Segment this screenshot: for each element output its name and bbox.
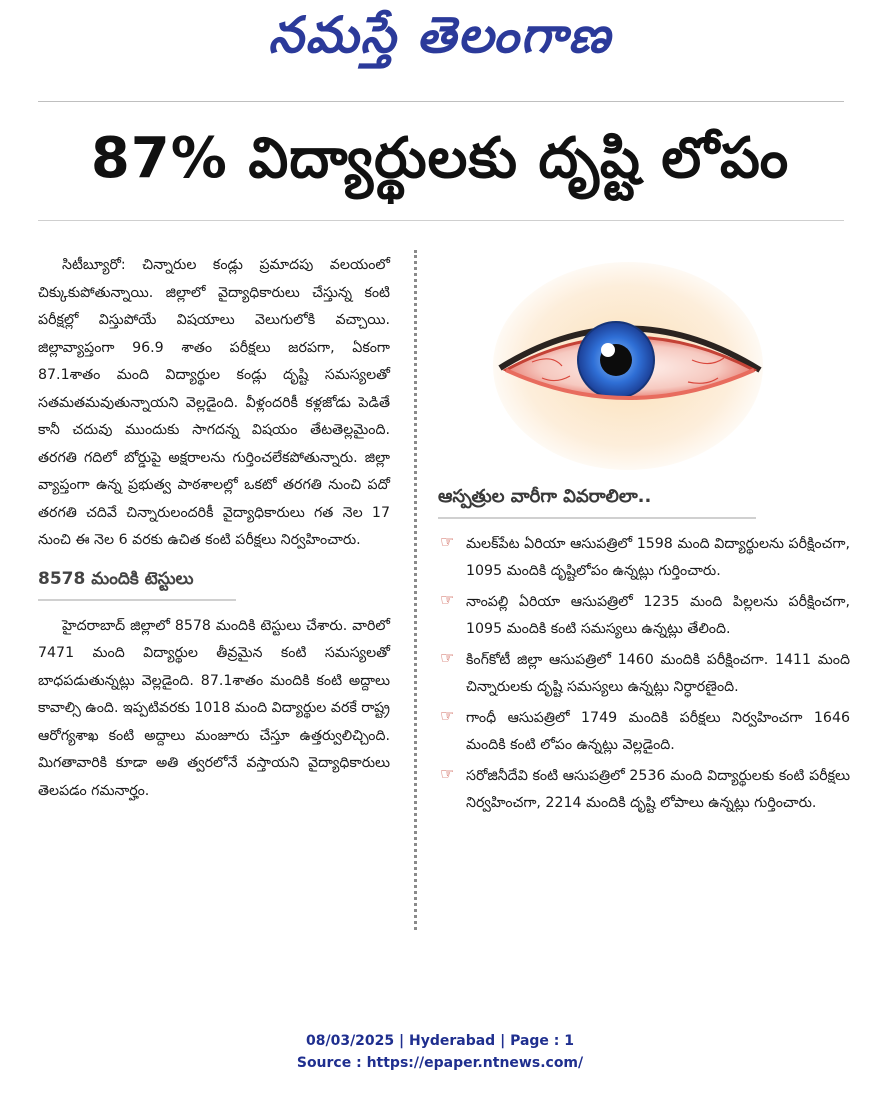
subheading-underline [38,599,236,601]
footer-date-line: 08/03/2025 | Hyderabad | Page : 1 [305,1033,575,1049]
tests-paragraph: హైదరాబాద్ జిల్లాలో 8578 మందికి టెస్టులు చేశారు. వారిలో 7471 మంది విద్యార్థుల తీవ్రమైన కంటి సమస్యలతో బాధపడుతున్నట్లు వెల్లడైంది. 87.1శాతం మందికి కంటి అద్దాలు కావాల్సి ఉంది. ఇప్పటివరకు 1018 మంది విద్యార్థుల వరకే రాష్ట్ర ఆరోగ్యశాఖ కంటి అద్దాలు మంజూరు చేస్తూ ఉత్తర్వులిచ్చింది. మిగతావారికి కూడా అతి త్వరలోనే వస్తాయని వైద్యాధికారులు తెలపడం గమనార్హం. [38,617,390,799]
list-item-text: మలక్‌పేట ఏరియా ఆసుపత్రిలో 1598 మంది విద్యార్థులను పరీక్షించగా, 1095 మందికి దృష్టిలోపం ఉన్నట్లు గుర్తించారు. [466,536,850,579]
intro-paragraph: సిటీబ్యూరో: చిన్నారుల కండ్లు ప్రమాదపు వలయంలో చిక్కుకుపోతున్నాయి. జిల్లాలో వైద్యాధికారులు చేస్తున్న కంటి పరీక్షల్లో విస్తుపోయే విషయాలు వెలుగులోకి వచ్చాయి. జిల్లావ్యాప్తంగా 96.9 శాతం పరీక్షలు జరపగా, ఏకంగా 87.1శాతం మంది విద్యార్థుల కండ్లు దృష్టి సమస్యలతో సతమతమవుతున్నాయని వెల్లడైంది. వీళ్లందరికీ కళ్లజోడు పెడితే కానీ చదువు ముందుకు సాగదన్న విషయం తేటతెల్లమైంది. తరగతి గదిలో బోర్డుపై అక్షరాలను గుర్తించలేకపోతున్నారు. జిల్లా వ్యాప్తంగా ఉన్న ప్రభుత్వ పాఠశాలల్లో ఒకటో తరగతి నుంచి పదో తరగతి చదివే చిన్నారులందరికీ వైద్యాధికారులు గత నెల 17 నుంచి ఈ నెల 6 వరకు ఉచిత కంటి పరీక్షలు నిర్వహించారు. [38,257,390,548]
masthead-logo: నమస్తే తెలంగాణ [268,6,612,64]
left-column [38,252,390,805]
pointing-hand-icon: ☞ [440,532,455,551]
pointing-hand-icon: ☞ [440,764,455,783]
list-item [438,763,850,817]
list-item-text: కింగ్‌కోటీ జిల్లా ఆసుపత్రిలో 1460 మందికి పరీక్షించగా. 1411 మంది చిన్నారులకు దృష్టి సమస్యలు ఉన్నట్లు నిర్ధారణైంది. [466,652,850,695]
list-item [438,647,850,701]
column-divider [414,250,417,930]
masthead-divider [38,101,844,102]
right-column [438,486,850,821]
article-headline: 87% విద్యార్థులకు దృష్టి లోపం [90,126,790,191]
list-item-text: గాంధీ ఆసుపత్రిలో 1749 మందికి పరీక్షలు నిర్వహించగా 1646 మందికి కంటి లోపం ఉన్నట్లు వెల్లడైంది. [466,710,850,753]
list-item [438,531,850,585]
list-item [438,589,850,643]
hospital-heading-underline [438,517,756,519]
page-footer [0,1030,880,1074]
subheading-tests: 8578 మందికి టెస్టులు [38,568,194,589]
pointing-hand-icon: ☞ [440,590,455,609]
red-eye-illustration [492,258,764,470]
pointing-hand-icon: ☞ [440,648,455,667]
hospital-wise-heading: ఆస్పత్రుల వారీగా వివరాలిలా.. [438,486,652,507]
headline-divider [38,220,844,221]
list-item-text: నాంపల్లి ఏరియా ఆసుపత్రిలో 1235 మంది పిల్లలను పరీక్షించగా, 1095 మందికి కంటి సమస్యలు ఉన్నట్లు తేలింది. [466,594,850,637]
list-item [438,705,850,759]
footer-source-line: Source : https://epaper.ntnews.com/ [296,1055,584,1071]
list-item-text: సరోజినీదేవి కంటి ఆసుపత్రిలో 2536 మంది విద్యార్థులకు కంటి పరీక్షలు నిర్వహించగా, 2214 మందికి దృష్టి లోపాలు ఉన్నట్లు గుర్తించారు. [466,768,850,811]
pointing-hand-icon: ☞ [440,706,455,725]
